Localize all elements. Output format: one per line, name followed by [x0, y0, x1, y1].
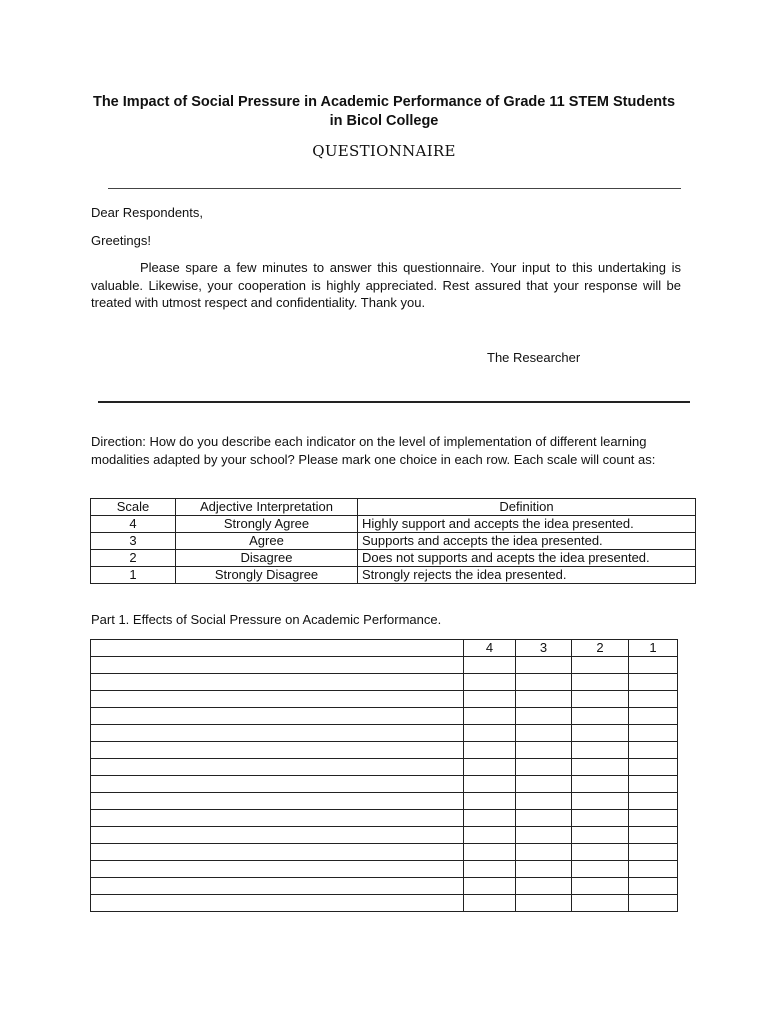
indicator-cell [91, 708, 464, 725]
indicator-cell [91, 827, 464, 844]
rating-cell-1[interactable] [629, 776, 678, 793]
definition-value: Strongly rejects the idea presented. [358, 567, 696, 584]
indicator-cell [91, 878, 464, 895]
rating-cell-4[interactable] [464, 810, 516, 827]
title-divider [108, 188, 681, 189]
table-row [91, 567, 696, 584]
rating-cell-2[interactable] [572, 759, 629, 776]
rating-cell-2[interactable] [572, 776, 629, 793]
rating-cell-2[interactable] [572, 878, 629, 895]
indicator-cell [91, 861, 464, 878]
scale-value: 4 [91, 516, 176, 533]
table-row [91, 657, 678, 674]
definition-value: Supports and accepts the idea presented. [358, 533, 696, 550]
rating-cell-3[interactable] [516, 725, 572, 742]
salutation: Dear Respondents, [91, 205, 204, 220]
rating-table [90, 639, 678, 912]
rating-cell-1[interactable] [629, 725, 678, 742]
table-row [91, 793, 678, 810]
rating-cell-1[interactable] [629, 827, 678, 844]
indicator-cell [91, 742, 464, 759]
rating-cell-2[interactable] [572, 827, 629, 844]
rating-cell-1[interactable] [629, 878, 678, 895]
table-row [91, 810, 678, 827]
rating-cell-4[interactable] [464, 742, 516, 759]
rating-cell-1[interactable] [629, 691, 678, 708]
rating-cell-2[interactable] [572, 793, 629, 810]
table-row [91, 550, 696, 567]
rating-cell-4[interactable] [464, 776, 516, 793]
rating-cell-1[interactable] [629, 810, 678, 827]
table-row [91, 776, 678, 793]
scale-header: Scale [91, 499, 176, 516]
table-row [91, 516, 696, 533]
interpretation-header: Adjective Interpretation [176, 499, 358, 516]
interpretation-value: Strongly Disagree [176, 567, 358, 584]
rating-cell-4[interactable] [464, 844, 516, 861]
rating-cell-1[interactable] [629, 861, 678, 878]
rating-header-1: 1 [629, 640, 678, 657]
rating-cell-1[interactable] [629, 793, 678, 810]
indicator-header [91, 640, 464, 657]
rating-header-3: 3 [516, 640, 572, 657]
rating-cell-1[interactable] [629, 844, 678, 861]
table-row [91, 691, 678, 708]
rating-cell-3[interactable] [516, 878, 572, 895]
indicator-cell [91, 810, 464, 827]
interpretation-value: Agree [176, 533, 358, 550]
rating-cell-4[interactable] [464, 878, 516, 895]
part1-title: Part 1. Effects of Social Pressure on Academic Performance. [91, 612, 442, 627]
interpretation-value: Strongly Agree [176, 516, 358, 533]
rating-cell-2[interactable] [572, 861, 629, 878]
direction-text: Direction: How do you describe each indicator on the level of implementation of different learning modalities adapted by your school? Please mark one choice in each row. Each scale will count as: [91, 434, 656, 467]
rating-cell-3[interactable] [516, 759, 572, 776]
rating-header-4: 4 [464, 640, 516, 657]
rating-cell-3[interactable] [516, 742, 572, 759]
table-row [91, 742, 678, 759]
rating-cell-3[interactable] [516, 844, 572, 861]
definition-value: Highly support and accepts the idea presented. [358, 516, 696, 533]
indicator-cell [91, 844, 464, 861]
table-row [91, 674, 678, 691]
rating-cell-4[interactable] [464, 691, 516, 708]
rating-cell-2[interactable] [572, 708, 629, 725]
scale-value: 2 [91, 550, 176, 567]
rating-cell-2[interactable] [572, 657, 629, 674]
rating-cell-4[interactable] [464, 827, 516, 844]
rating-cell-1[interactable] [629, 742, 678, 759]
rating-cell-3[interactable] [516, 827, 572, 844]
indicator-cell [91, 793, 464, 810]
greeting: Greetings! [91, 233, 151, 248]
table-row [91, 861, 678, 878]
indicator-cell [91, 759, 464, 776]
indicator-cell [91, 895, 464, 912]
rating-cell-4[interactable] [464, 708, 516, 725]
rating-cell-3[interactable] [516, 708, 572, 725]
rating-cell-1[interactable] [629, 759, 678, 776]
document-title: The Impact of Social Pressure in Academic Performance of Grade 11 STEM Students in Bicol College [92, 94, 676, 129]
rating-cell-3[interactable] [516, 776, 572, 793]
scale-table [90, 498, 696, 584]
indicator-cell [91, 776, 464, 793]
indicator-cell [91, 725, 464, 742]
rating-cell-2[interactable] [572, 674, 629, 691]
indicator-cell [91, 674, 464, 691]
rating-cell-3[interactable] [516, 691, 572, 708]
rating-cell-1[interactable] [629, 657, 678, 674]
table-row [91, 533, 696, 550]
rating-cell-2[interactable] [572, 810, 629, 827]
letter-body: Please spare a few minutes to answer this questionnaire. Your input to this undertaking is valuable. Likewise, your cooperation is highly appreciated. Rest assured that your response will be treated with utmost respect and confidentiality. Thank you. [91, 260, 681, 310]
table-row [91, 895, 678, 912]
rating-cell-2[interactable] [572, 691, 629, 708]
rating-cell-3[interactable] [516, 657, 572, 674]
indicator-cell [91, 657, 464, 674]
rating-header-2: 2 [572, 640, 629, 657]
rating-cell-3[interactable] [516, 861, 572, 878]
rating-table-header [91, 640, 678, 657]
rating-cell-4[interactable] [464, 759, 516, 776]
indicator-cell [91, 691, 464, 708]
rating-cell-2[interactable] [572, 895, 629, 912]
rating-cell-4[interactable] [464, 725, 516, 742]
rating-cell-4[interactable] [464, 657, 516, 674]
rating-cell-4[interactable] [464, 793, 516, 810]
definition-value: Does not supports and acepts the idea presented. [358, 550, 696, 567]
rating-cell-3[interactable] [516, 793, 572, 810]
rating-cell-3[interactable] [516, 674, 572, 691]
rating-cell-3[interactable] [516, 895, 572, 912]
rating-cell-2[interactable] [572, 725, 629, 742]
rating-cell-2[interactable] [572, 844, 629, 861]
table-row [91, 759, 678, 776]
signature: The Researcher [487, 350, 581, 365]
rating-cell-4[interactable] [464, 861, 516, 878]
document-subtitle: QUESTIONNAIRE [312, 142, 456, 160]
rating-cell-4[interactable] [464, 674, 516, 691]
scale-value: 3 [91, 533, 176, 550]
table-row [91, 878, 678, 895]
scale-value: 1 [91, 567, 176, 584]
scale-table-header [91, 499, 696, 516]
rating-cell-3[interactable] [516, 810, 572, 827]
rating-cell-1[interactable] [629, 708, 678, 725]
rating-cell-1[interactable] [629, 895, 678, 912]
table-row [91, 827, 678, 844]
interpretation-value: Disagree [176, 550, 358, 567]
table-row [91, 708, 678, 725]
rating-cell-2[interactable] [572, 742, 629, 759]
table-row [91, 844, 678, 861]
table-row [91, 725, 678, 742]
definition-header: Definition [358, 499, 696, 516]
rating-cell-4[interactable] [464, 895, 516, 912]
section-divider [98, 401, 690, 403]
rating-cell-1[interactable] [629, 674, 678, 691]
